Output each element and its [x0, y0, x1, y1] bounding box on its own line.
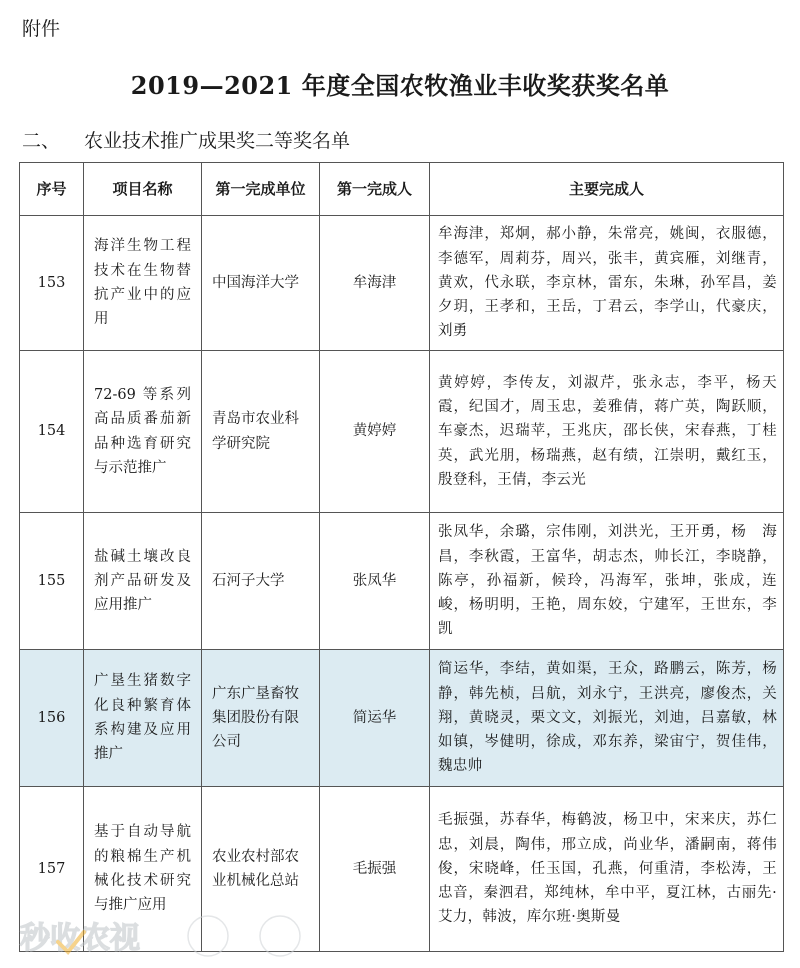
- main-people: 张凤华，余璐，宗伟刚，刘洪光，王开勇，杨 海昌，李秋霞，王富华，胡志杰，帅长江，李晓静，陈亭，孙福新，候玲，冯海军，张坤，张成，连峻，杨明明，王艳，周东姣，宁建军，王世东，李凯: [430, 513, 784, 650]
- first-person: 毛振强: [320, 787, 430, 952]
- header-no: 序号: [20, 163, 84, 216]
- table-row: [20, 787, 784, 952]
- project-name: 广垦生猪数字化良种繁育体系构建及应用推广: [84, 650, 202, 787]
- first-unit: 广东广垦畜牧集团股份有限公司: [202, 650, 320, 787]
- section-number: 二、: [22, 130, 61, 152]
- row-number: 156: [20, 650, 84, 787]
- row-number: 153: [20, 216, 84, 351]
- header-project-name: 项目名称: [84, 163, 202, 216]
- table-row: [20, 351, 784, 513]
- header-first-unit: 第一完成单位: [202, 163, 320, 216]
- first-person: 简运华: [320, 650, 430, 787]
- project-name: 基于自动导航的粮棉生产机械化技术研究与推广应用: [84, 787, 202, 952]
- attachment-label: 附件: [22, 18, 61, 40]
- award-table: [19, 162, 784, 952]
- first-unit: 中国海洋大学: [202, 216, 320, 351]
- row-number: 155: [20, 513, 84, 650]
- first-person: 牟海津: [320, 216, 430, 351]
- table-row: [20, 216, 784, 351]
- section-label: 农业技术推广成果奖二等奖名单: [84, 130, 351, 152]
- header-main-people: 主要完成人: [430, 163, 784, 216]
- main-people: 牟海津，郑炯，郝小静，朱常亮，姚闽，衣服德，李德军，周莉芬，周兴，张丰，黄宾雁，刘继青，黄欢，代永联，李京林，雷东，朱琳，孙军昌，姜夕玥，王孝和，王岳，丁君云，李学山，代豪庆，刘勇: [430, 216, 784, 351]
- first-unit: 青岛市农业科学研究院: [202, 351, 320, 513]
- project-name: 海洋生物工程技术在生物替抗产业中的应用: [84, 216, 202, 351]
- project-name: 72-69 等系列高品质番茄新品种选育研究与示范推广: [84, 351, 202, 513]
- first-person: 黄婷婷: [320, 351, 430, 513]
- document-title: 2019—2021 年度全国农牧渔业丰收奖获奖名单: [130, 71, 670, 100]
- table-row: [20, 513, 784, 650]
- first-unit: 石河子大学: [202, 513, 320, 650]
- project-name: 盐碱土壤改良剂产品研发及应用推广: [84, 513, 202, 650]
- row-number: 154: [20, 351, 84, 513]
- main-people: 毛振强，苏春华，梅鹤波，杨卫中，宋来庆，苏仁忠，刘晨，陶伟，邢立成，尚业华，潘嗣南，蒋伟俊，宋晓峰，任玉国，孔燕，何重清，李松涛，王忠音，秦泗君，郑纯林，牟中平，夏江林，古丽先·艾力，韩波，库尔班·奥斯曼: [430, 787, 784, 952]
- table-header-row: [20, 163, 784, 216]
- row-number: 157: [20, 787, 84, 952]
- main-people: 黄婷婷，李传友，刘淑芹，张永志，李平，杨天霞，纪国才，周玉忠，姜雅倩，蒋广英，陶跃顺，车豪杰，迟瑞苹，王兆庆，邵长侠，宋春燕，丁桂英，武光朋，杨瑞燕，赵有绩，江崇明，戴红玉，殷登科，王倩，李云光: [430, 351, 784, 513]
- header-first-person: 第一完成人: [320, 163, 430, 216]
- watermark-text: 秒收农视: [20, 921, 140, 956]
- first-person: 张凤华: [320, 513, 430, 650]
- table-row-highlighted: [20, 650, 784, 787]
- first-unit: 农业农村部农业机械化总站: [202, 787, 320, 952]
- main-people: 简运华，李结，黄如渠，王众，路鹏云，陈芳，杨静，韩先桢，吕航，刘永宁，王洪亮，廖俊杰，关翔，黄晓灵，栗文文，刘振光，刘迪，吕嘉敏，林如镇，岑健明，徐成，邓东养，梁宙宁，贺佳伟，魏忠帅: [430, 650, 784, 787]
- section-heading: [22, 126, 350, 153]
